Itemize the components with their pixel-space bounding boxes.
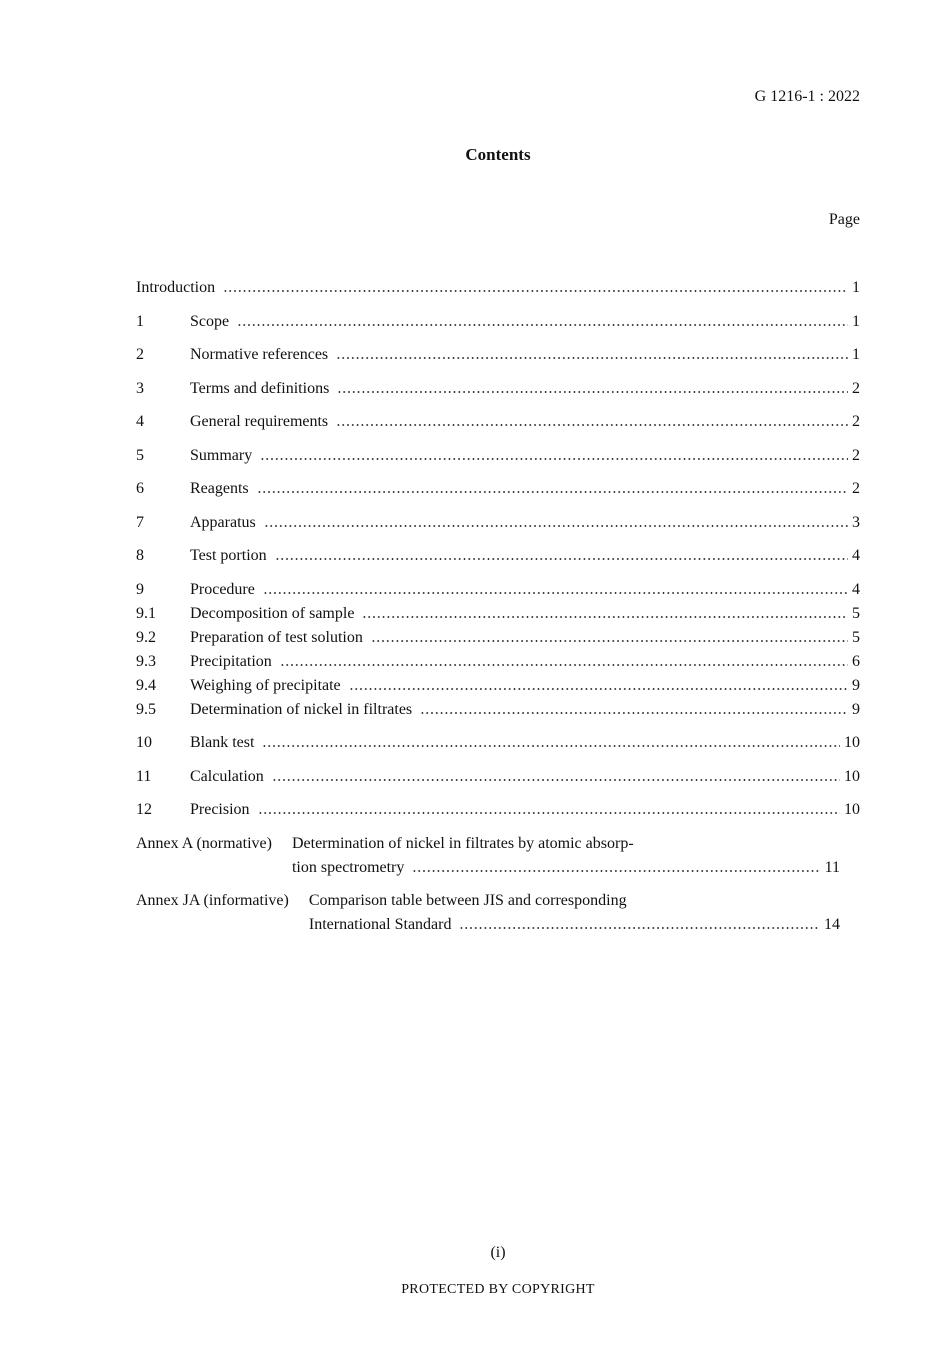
toc-entry-title: Blank test <box>190 734 255 751</box>
annex-title <box>309 889 840 937</box>
annex-title-continuation: International Standard <box>308 916 452 933</box>
toc-entry-number: 9 <box>136 580 144 598</box>
dot-leader <box>280 664 848 666</box>
dot-leader <box>275 558 848 560</box>
toc-entry-title: Introduction <box>136 279 216 296</box>
dot-leader <box>237 324 848 326</box>
annex-title-line <box>292 856 840 880</box>
toc-entry-title: Test portion <box>190 547 267 564</box>
toc-entry-title: Scope <box>190 312 230 330</box>
toc-entry[interactable] <box>136 377 860 401</box>
toc-entry-page: 5 <box>852 604 860 622</box>
dot-leader <box>336 424 848 426</box>
toc-entry-page: 9 <box>852 676 860 694</box>
dot-leader <box>336 357 848 359</box>
dot-leader <box>263 592 848 594</box>
toc-entry-title: Weighing of precipitate <box>190 676 341 694</box>
toc-entry[interactable] <box>136 731 860 755</box>
toc-entry[interactable] <box>136 602 860 626</box>
annex-entry[interactable] <box>136 832 840 880</box>
toc-entry[interactable] <box>136 310 860 334</box>
copyright-notice: PROTECTED BY COPYRIGHT <box>401 1282 595 1297</box>
dot-leader <box>223 290 848 292</box>
annex-page: 14 <box>824 916 840 933</box>
toc-entry-page: 3 <box>852 513 860 531</box>
footer-page-number: (i) <box>490 1244 506 1261</box>
toc-entry-number: 6 <box>136 480 144 497</box>
annex-entries <box>136 832 860 938</box>
dot-leader <box>260 458 848 460</box>
toc-entry-title: Determination of nickel in filtrates <box>190 700 413 718</box>
toc-entry-title: Procedure <box>190 580 255 598</box>
toc-entry-page: 1 <box>852 279 860 296</box>
toc-entry-page: 9 <box>852 700 860 718</box>
toc-entry-page: 10 <box>844 734 860 751</box>
contents-heading: Contents <box>465 145 531 164</box>
page-column-label: Page <box>828 211 860 228</box>
toc-entry-page: 2 <box>852 480 860 497</box>
toc-entry-page: 4 <box>852 580 860 598</box>
toc-entry-page: 10 <box>844 801 860 818</box>
toc-entry-number: 12 <box>136 801 152 818</box>
annex-title-continuation: tion spectrometry <box>291 858 405 876</box>
toc-entry-page: 10 <box>844 767 860 785</box>
dot-leader <box>272 779 840 781</box>
toc-entry-number: 9.5 <box>136 700 156 718</box>
toc-entry[interactable] <box>136 765 860 789</box>
document-id: G 1216-1 : 2022 <box>754 88 860 105</box>
dot-leader <box>264 525 848 527</box>
toc-entry[interactable] <box>136 511 860 535</box>
toc-entry-title: Calculation <box>190 767 264 785</box>
dot-leader <box>371 640 848 642</box>
dot-leader <box>420 712 848 714</box>
annex-title-line: Comparison table between JIS and corresponding <box>308 892 627 909</box>
toc-entry[interactable] <box>136 410 860 434</box>
toc-entry[interactable] <box>136 578 860 602</box>
annex-title-line <box>309 913 840 937</box>
toc-entry-page: 1 <box>852 312 860 330</box>
toc-entry-page: 2 <box>852 446 860 464</box>
toc-entry-number: 9.1 <box>136 604 156 622</box>
dot-leader <box>337 391 848 393</box>
toc-entry-number: 8 <box>136 547 144 564</box>
toc-entry[interactable] <box>136 650 860 674</box>
toc-entry[interactable] <box>136 343 860 367</box>
toc-entry-title: Apparatus <box>190 513 256 531</box>
toc-entry-title: Decomposition of sample <box>190 604 355 622</box>
toc-entry-number: 11 <box>136 767 152 785</box>
toc-entry[interactable] <box>136 276 860 300</box>
toc-entry-page: 6 <box>852 652 860 670</box>
annex-title-line: Determination of nickel in filtrates by atomic absorp- <box>291 834 634 852</box>
toc-entry-title: General requirements <box>190 413 329 430</box>
annex-title <box>292 832 840 880</box>
dot-leader <box>362 616 848 618</box>
toc-entry-number: 10 <box>136 734 152 751</box>
toc-entry-title: Precision <box>190 801 250 818</box>
toc-entry-page: 1 <box>852 346 860 363</box>
toc-entry[interactable] <box>136 698 860 722</box>
dot-leader <box>459 927 820 929</box>
toc-entry-number: 1 <box>136 312 144 330</box>
dot-leader <box>257 491 848 493</box>
annex-page: 11 <box>824 858 840 876</box>
toc-entry-number: 3 <box>136 379 144 397</box>
toc-entry-number: 2 <box>136 346 144 363</box>
toc-entry[interactable] <box>136 626 860 650</box>
toc-entry-title: Normative references <box>190 346 329 363</box>
dot-leader <box>258 812 840 814</box>
toc-entry[interactable] <box>136 477 860 501</box>
annex-label: Annex JA (informative) <box>136 892 289 909</box>
toc-entry-number: 9.3 <box>136 652 156 670</box>
annex-entry[interactable] <box>136 889 840 937</box>
toc-entry-page: 2 <box>852 413 860 430</box>
toc-entry-page: 2 <box>852 379 860 397</box>
toc-entry[interactable] <box>136 444 860 468</box>
table-of-contents <box>136 276 860 937</box>
toc-entry-title: Summary <box>190 446 253 464</box>
dot-leader <box>349 688 848 690</box>
toc-entry-number: 7 <box>136 513 144 531</box>
toc-entry[interactable] <box>136 798 860 822</box>
toc-entry-number: 5 <box>136 446 144 464</box>
toc-entry-page: 5 <box>852 628 860 646</box>
toc-entry-number: 9.2 <box>136 628 156 646</box>
toc-entry-title: Reagents <box>190 480 249 497</box>
toc-entry-title: Preparation of test solution <box>190 628 363 646</box>
toc-entry-page: 4 <box>852 547 860 564</box>
dot-leader <box>262 745 840 747</box>
toc-entry-title: Precipitation <box>190 652 272 670</box>
toc-entry-number: 9.4 <box>136 676 156 694</box>
annex-label: Annex A (normative) <box>136 834 272 852</box>
toc-entry-title: Terms and definitions <box>190 379 330 397</box>
toc-entry[interactable] <box>136 674 860 698</box>
dot-leader <box>412 870 820 872</box>
toc-entries <box>136 276 860 822</box>
toc-entry-number: 4 <box>136 413 144 430</box>
toc-entry[interactable] <box>136 544 860 568</box>
